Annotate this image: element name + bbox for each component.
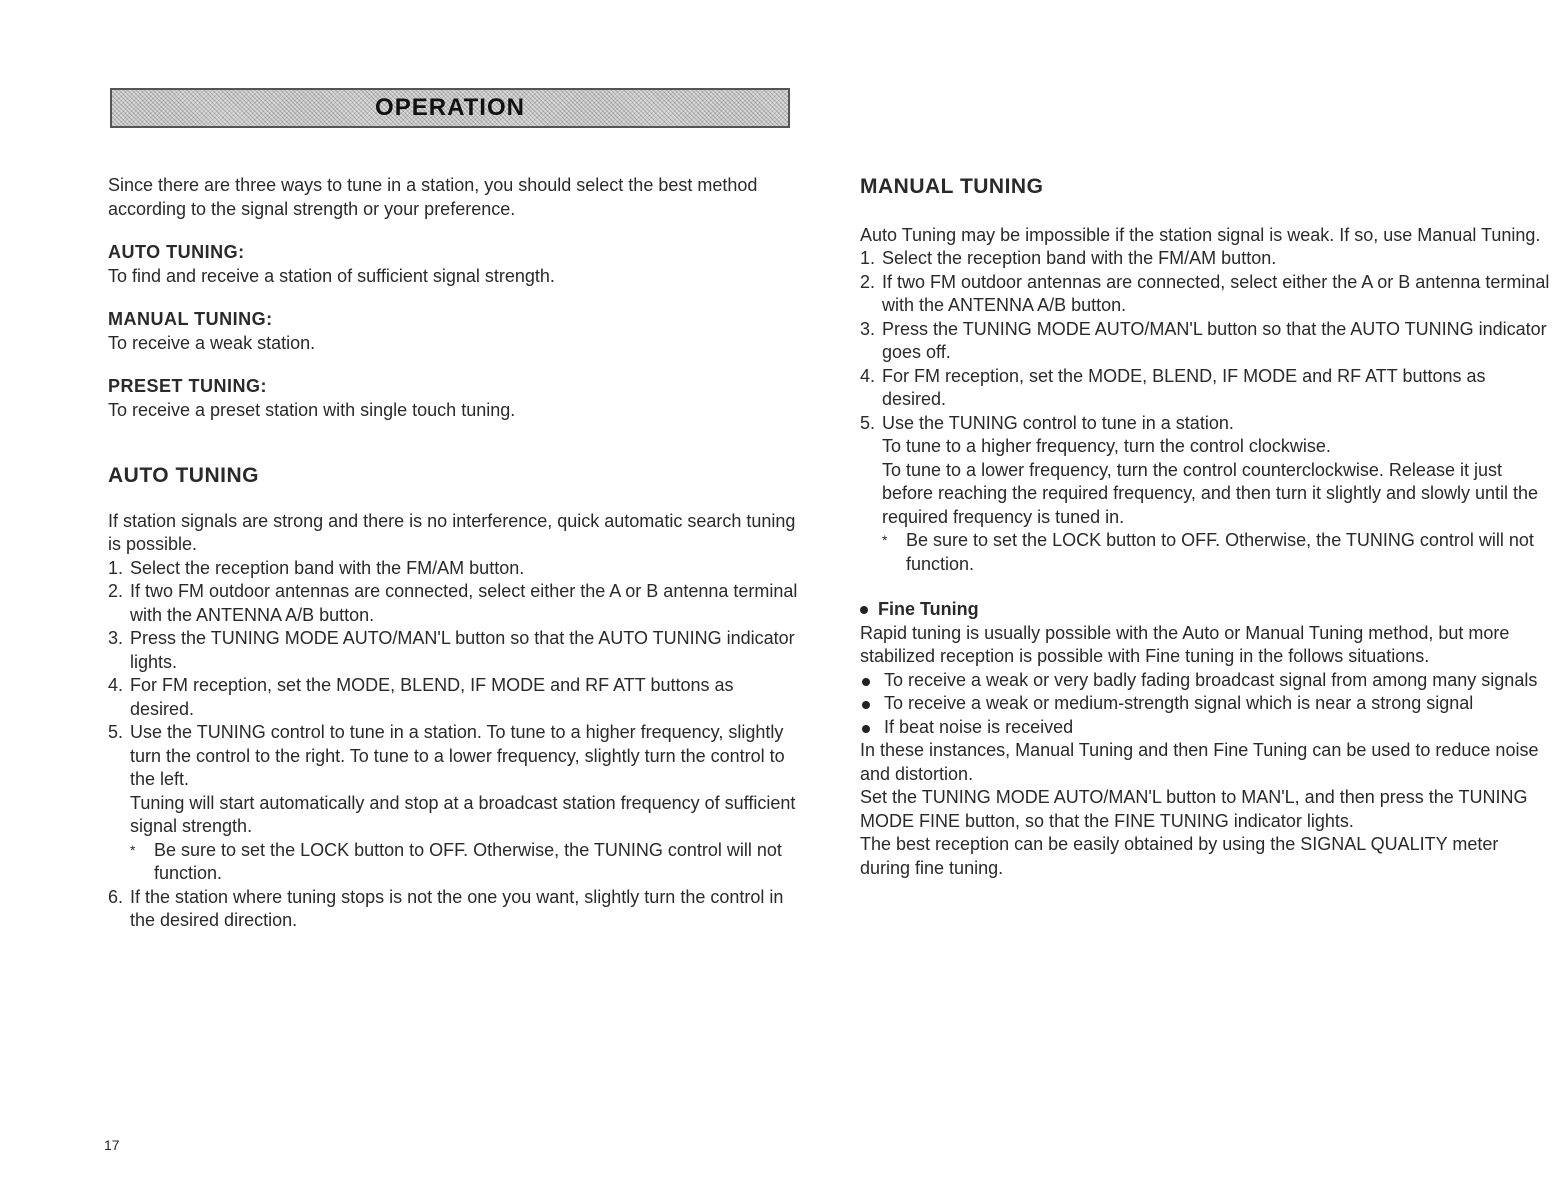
fine-tuning-paragraph: In these instances, Manual Tuning and then Fine Tuning can be used to reduce noise and distortion.	[860, 740, 1539, 784]
fine-tuning-bullets	[860, 669, 1550, 740]
step-text: Select the reception band with the FM/AM button.	[130, 557, 525, 578]
note-text: Be sure to set the LOCK button to OFF. Otherwise, the TUNING control will not function.	[906, 530, 1534, 574]
manual-tuning-steps	[860, 247, 1550, 576]
page-number: 17	[104, 1137, 120, 1153]
step-text: Select the reception band with the FM/AM button.	[882, 248, 1277, 268]
step-text: For FM reception, set the MODE, BLEND, IF MODE and RF ATT buttons as desired.	[882, 365, 1486, 409]
bullet-icon	[862, 701, 870, 709]
list-item	[860, 692, 1550, 716]
list-item	[108, 886, 798, 933]
note-mark: *	[882, 532, 888, 548]
step-note	[130, 839, 798, 886]
step-number: 3.	[108, 628, 124, 648]
list-item	[108, 580, 798, 627]
list-item	[860, 247, 1550, 271]
bullet-text: To receive a weak or very badly fading broadcast signal from among many signals	[884, 669, 1538, 690]
auto-tuning-heading: AUTO TUNING	[108, 464, 259, 487]
bullet-text: If beat noise is received	[884, 716, 1074, 737]
step-text: Use the TUNING control to tune in a station.	[882, 412, 1234, 433]
step-number: 1.	[108, 557, 124, 578]
step-text: Use the TUNING control to tune in a station. To tune to a higher frequency, slightly turn the control to the right. To tune to a lower frequency, slightly turn the control to the left.	[130, 722, 785, 789]
step-text: Press the TUNING MODE AUTO/MAN'L button so that the AUTO TUNING indicator lights.	[130, 628, 795, 672]
list-item	[108, 674, 798, 721]
method-manual-label: MANUAL TUNING:	[108, 309, 273, 329]
fine-tuning-heading	[860, 598, 1550, 622]
step-number: 4.	[108, 675, 124, 695]
operation-banner	[110, 88, 790, 128]
step-number: 4.	[860, 365, 876, 386]
method-auto-label: AUTO TUNING:	[108, 242, 245, 262]
auto-tuning-intro: If station signals are strong and there is no interference, quick automatic search tuning is possible.	[108, 510, 796, 554]
list-item	[108, 721, 798, 886]
step-text: If the station where tuning stops is not the one you want, slightly turn the control in the desired direction.	[130, 886, 784, 930]
list-item	[860, 365, 1550, 412]
list-item	[860, 318, 1550, 365]
fine-tuning-title: Fine Tuning	[878, 599, 979, 619]
method-preset-label: PRESET TUNING:	[108, 376, 268, 396]
banner-title: OPERATION	[375, 94, 525, 121]
list-item	[860, 412, 1550, 577]
step-extra: To tune to a higher frequency, turn the control clockwise.	[882, 436, 1331, 456]
fine-tuning-paragraph: Set the TUNING MODE AUTO/MAN'L button to MAN'L, and then press the TUNING MODE FINE button, so that the FINE TUNING indicator lights.	[860, 787, 1528, 831]
method-manual-text: To receive a weak station.	[108, 332, 316, 353]
intro-paragraph: Since there are three ways to tune in a station, you should select the best method according to the signal strength or your preference.	[108, 175, 758, 219]
list-item	[860, 716, 1550, 740]
step-number: 2.	[108, 581, 124, 601]
manual-tuning-heading: MANUAL TUNING	[860, 175, 1044, 198]
manual-tuning-intro: Auto Tuning may be impossible if the station signal is weak. If so, use Manual Tuning.	[860, 224, 1541, 245]
method-preset-text: To receive a preset station with single touch tuning.	[108, 399, 516, 420]
step-number: 1.	[860, 248, 876, 268]
step-text: If two FM outdoor antennas are connected, select either the A or B antenna terminal with the ANTENNA A/B button.	[130, 581, 798, 625]
step-text: Press the TUNING MODE AUTO/MAN'L button so that the AUTO TUNING indicator goes off.	[882, 318, 1547, 362]
list-item	[860, 271, 1550, 318]
step-text: If two FM outdoor antennas are connected, select either the A or B antenna terminal with the ANTENNA A/B button.	[882, 271, 1550, 315]
note-mark: *	[130, 841, 136, 858]
step-number: 3.	[860, 318, 876, 339]
step-extra: Tuning will start automatically and stop at a broadcast station frequency of sufficient signal strength.	[130, 792, 796, 836]
step-number: 5.	[860, 412, 876, 433]
fine-tuning-paragraph: The best reception can be easily obtained by using the SIGNAL QUALITY meter during fine tuning.	[860, 834, 1499, 878]
fine-tuning-intro: Rapid tuning is usually possible with the Auto or Manual Tuning method, but more stabilized reception is possible with Fine tuning in the follows situations.	[860, 622, 1510, 666]
bullet-icon	[862, 678, 870, 686]
note-text: Be sure to set the LOCK button to OFF. Otherwise, the TUNING control will not function.	[154, 839, 782, 883]
bullet-icon	[860, 606, 868, 614]
step-number: 2.	[860, 271, 876, 292]
step-note	[882, 529, 1550, 576]
list-item	[860, 669, 1550, 693]
list-item	[108, 627, 798, 674]
auto-tuning-steps	[108, 557, 798, 933]
step-number: 5.	[108, 722, 124, 742]
step-number: 6.	[108, 886, 124, 907]
step-extra: To tune to a lower frequency, turn the control counterclockwise. Release it just before reaching the required frequency, and then turn it slightly and slowly until the required frequency is tuned in.	[882, 459, 1539, 527]
left-column	[108, 174, 798, 933]
step-text: For FM reception, set the MODE, BLEND, IF MODE and RF ATT buttons as desired.	[130, 675, 734, 719]
right-column	[860, 175, 1550, 880]
bullet-text: To receive a weak or medium-strength signal which is near a strong signal	[884, 693, 1474, 713]
list-item	[108, 557, 798, 581]
method-auto-text: To find and receive a station of sufficient signal strength.	[108, 265, 555, 286]
bullet-icon	[862, 725, 870, 733]
